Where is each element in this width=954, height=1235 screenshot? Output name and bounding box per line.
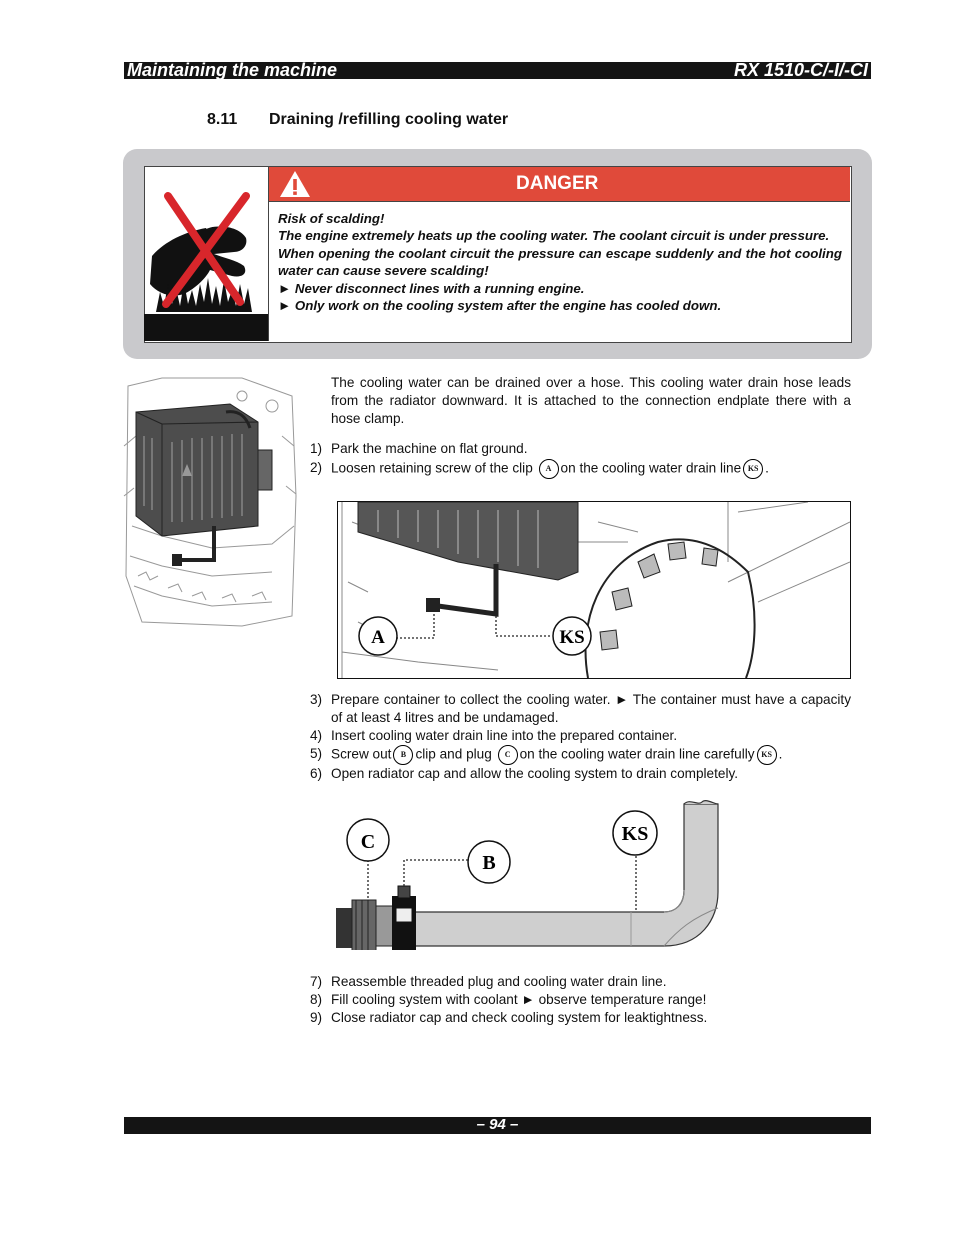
section-number: 8.11 <box>207 111 238 128</box>
danger-line: ► Never disconnect lines with a running engine. <box>278 280 585 296</box>
step-item <box>310 765 851 783</box>
steps-list-3 <box>310 973 851 1026</box>
page-number: – 94 – <box>476 1116 519 1133</box>
step-item <box>310 1009 851 1027</box>
fig-callout-c: C <box>360 831 376 853</box>
danger-text <box>278 210 842 314</box>
danger-label: DANGER <box>516 173 599 194</box>
step-text: Park the machine on flat ground. <box>331 441 528 456</box>
step-number: 7) <box>310 974 323 989</box>
step-text: Open radiator cap and allow the cooling system to drain completely. <box>331 766 739 782</box>
fig-callout-ks: KS <box>621 823 649 845</box>
step-item <box>310 745 851 765</box>
callout-c: C <box>498 745 518 765</box>
step-text: Reassemble threaded plug and cooling water drain line. <box>331 974 667 989</box>
header-model: RX 1510-C/-I/-CI <box>733 60 868 80</box>
intro-paragraph <box>331 374 851 427</box>
steps-list-2 <box>310 691 851 783</box>
step-text: Fill cooling system with coolant ► observe temperature range! <box>331 991 707 1007</box>
page-header <box>124 62 871 79</box>
danger-line: ► Only work on the cooling system after the engine has cooled down. <box>278 298 722 314</box>
step-number: 6) <box>310 766 323 782</box>
intro-text: The cooling water can be drained over a hose. This cooling water drain hose leads from the radiator downward. It is attached to the connection endplate there with a hose clamp. <box>331 375 851 426</box>
step-number: 5) <box>310 746 323 762</box>
step-item <box>310 973 851 991</box>
steps-list-1 <box>310 440 851 479</box>
hot-surface-icon <box>144 166 268 341</box>
no-touch-hot-pictogram <box>144 166 269 341</box>
step-item <box>310 459 851 479</box>
callout-ks: KS <box>743 459 763 479</box>
danger-header <box>269 167 850 202</box>
danger-line: Risk of scalding! <box>278 211 385 226</box>
step-text: Loosen retaining screw of the clip <box>331 460 533 476</box>
step-item <box>310 691 851 727</box>
step-text: Prepare container to collect the cooling water. ► The container must have a capacity of at least 4 litres and be undamaged. <box>331 692 851 725</box>
step-punct: . <box>778 746 783 762</box>
warning-triangle-icon <box>279 170 311 198</box>
machine-overview-figure <box>122 376 298 628</box>
step-number: 8) <box>310 991 323 1007</box>
step-number: 9) <box>310 1009 323 1025</box>
step-text: on the cooling water drain line <box>560 460 742 476</box>
callout-b: B <box>393 745 413 765</box>
step-item <box>310 991 851 1009</box>
step-item <box>310 727 851 745</box>
step-text: clip and plug <box>415 746 492 762</box>
step-text: Close radiator cap and check cooling system for leaktightness. <box>331 1009 708 1025</box>
step-text: on the cooling water drain line carefully <box>519 746 755 762</box>
danger-line: When opening the coolant circuit the pressure can escape suddenly and the hot cooling water can cause severe scalding! <box>278 245 842 279</box>
page-footer <box>124 1117 871 1134</box>
step-item <box>310 440 851 458</box>
fig-callout-ks: KS <box>559 627 585 648</box>
callout-ks: KS <box>757 745 777 765</box>
section-title: Draining /refilling cooling water <box>269 111 509 128</box>
fig-callout-a: A <box>371 627 385 648</box>
step-number: 3) <box>310 692 323 707</box>
fig-callout-b: B <box>482 852 496 874</box>
step-text: Screw out <box>331 746 392 762</box>
section-heading <box>207 111 508 129</box>
header-chapter: Maintaining the machine <box>127 60 338 80</box>
step-number: 4) <box>310 727 323 743</box>
drain-plug-figure <box>334 800 724 950</box>
step-text: Insert cooling water drain line into the prepared container. <box>331 727 678 743</box>
step-number: 2) <box>310 459 323 475</box>
drain-line-detail-figure <box>337 501 851 679</box>
step-punct: . <box>765 460 769 476</box>
step-number: 1) <box>310 441 323 456</box>
callout-a: A <box>539 459 559 479</box>
danger-line: The engine extremely heats up the cooling water. The coolant circuit is under pressure. <box>278 228 830 244</box>
